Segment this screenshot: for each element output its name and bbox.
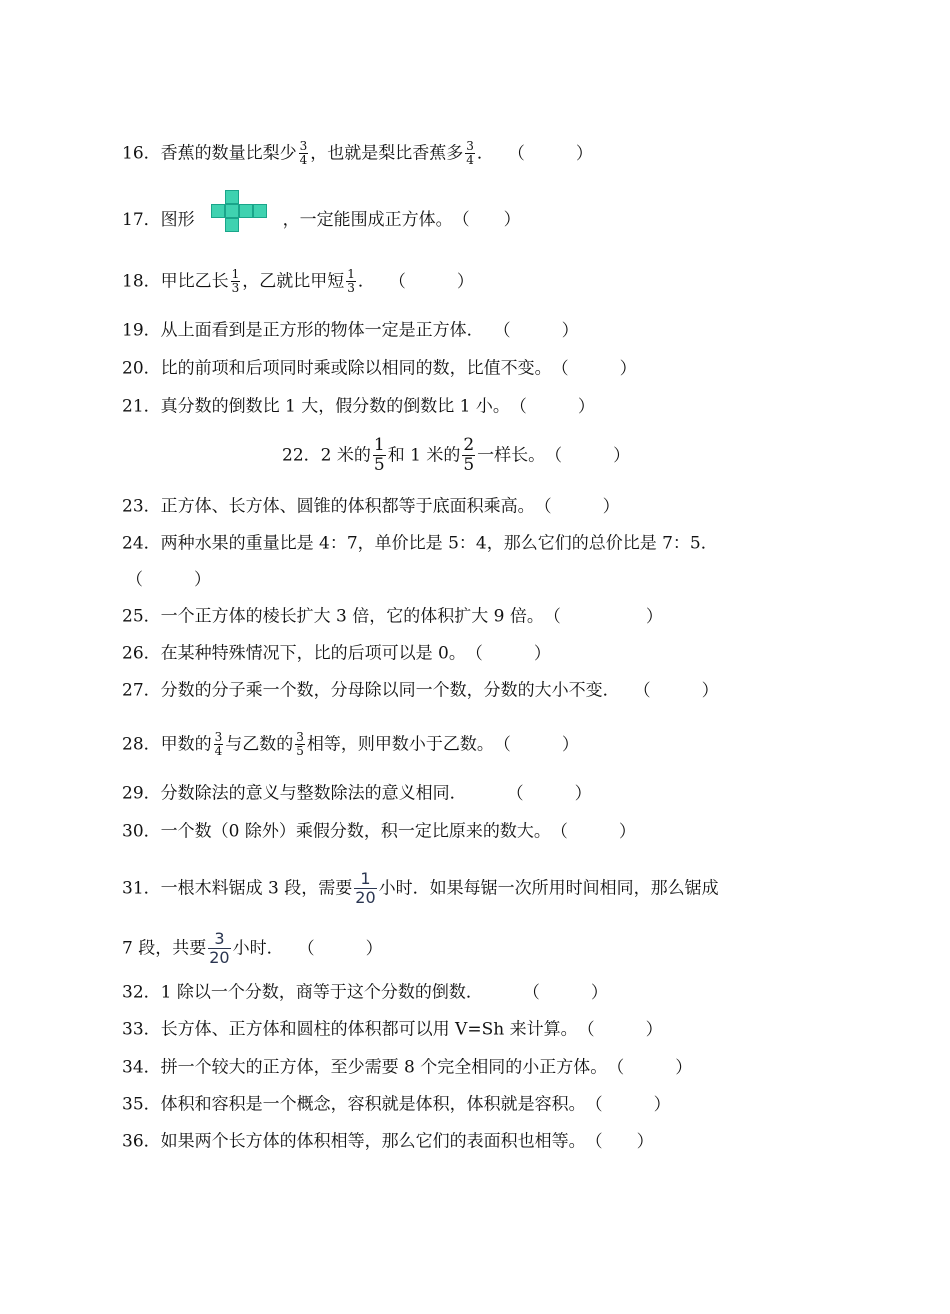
answer-parentheses[interactable]: （ ） [585, 1131, 654, 1152]
answer-parentheses[interactable]: （ ） [522, 982, 608, 1003]
answer-parentheses[interactable]: （ ） [297, 938, 383, 959]
question-22 [282, 436, 630, 475]
question-text: 如果两个长方体的体积相等，那么它们的表面积也相等。 [160, 1131, 586, 1152]
question-33 [122, 1019, 663, 1040]
question-number: 28． [122, 734, 161, 755]
question-text: 小时．如果每锯一次所用时间相同，那么锯成 [378, 878, 719, 899]
question-20 [122, 358, 637, 379]
question-text: ． [476, 143, 494, 164]
question-text: 真分数的倒数比 1 大，假分数的倒数比 1 小。 [160, 396, 510, 417]
question-18 [122, 268, 474, 295]
answer-parentheses[interactable]: （ ） [543, 606, 663, 627]
question-text: 长方体、正方体和圆柱的体积都可以用 V=Sh 来计算。 [160, 1019, 578, 1040]
answer-parentheses[interactable]: （ ） [633, 680, 719, 701]
question-text: 香蕉的数量比梨少 [160, 143, 297, 164]
question-text: 甲比乙长 [160, 271, 229, 292]
answer-parentheses[interactable]: （ ） [550, 821, 636, 842]
fraction: $\frac{1}{5}$ [373, 435, 385, 475]
answer-parentheses[interactable]: （ ） [452, 210, 521, 230]
fraction: $\frac{1}{3}$ [347, 267, 355, 295]
question-25 [122, 606, 663, 627]
question-text: 图形 [160, 210, 195, 230]
question-text: 一样长。 [477, 445, 546, 466]
question-number: 31． [122, 878, 161, 899]
answer-parentheses[interactable]: （ ） [388, 271, 474, 292]
question-text: 2 米的 [320, 445, 371, 466]
question-35 [122, 1094, 671, 1115]
question-text: 一根木料锯成 3 段，需要 [160, 878, 353, 899]
question-text: 两种水果的重量比是 4：7，单价比是 5：4，那么它们的总价比是 7：5． [160, 533, 718, 554]
question-number: 20． [122, 358, 161, 379]
answer-parentheses[interactable]: （ ） [585, 1094, 671, 1115]
question-number: 30． [122, 821, 161, 842]
question-17 [122, 198, 521, 242]
answer-parentheses[interactable]: （ ） [507, 143, 593, 164]
question-number: 33． [122, 1019, 161, 1040]
question-text: ，也就是梨比香蕉多 [310, 143, 464, 164]
question-text: 和 1 米的 [387, 445, 461, 466]
question-text: 相等，则甲数小于乙数。 [306, 734, 494, 755]
question-text: 比的前项和后项同时乘或除以相同的数，比值不变。 [160, 358, 552, 379]
answer-parentheses[interactable]: （ ） [607, 1057, 693, 1078]
question-text: ，乙就比甲短 [242, 271, 345, 292]
question-text: ． [357, 271, 375, 292]
cross-net-icon [209, 190, 269, 234]
answer-parentheses[interactable]: （ ） [493, 320, 579, 341]
question-number: 25． [122, 606, 161, 627]
question-21 [122, 396, 595, 417]
question-text: 在某种特殊情况下，比的后项可以是 0。 [160, 643, 466, 664]
question-number: 34． [122, 1057, 161, 1078]
question-number: 35． [122, 1094, 161, 1115]
question-19 [122, 320, 579, 341]
question-32 [122, 982, 608, 1003]
question-number: 27． [122, 680, 161, 701]
question-number: 22． [282, 445, 321, 466]
question-30 [122, 821, 636, 842]
question-29 [122, 783, 592, 804]
question-28 [122, 731, 579, 758]
answer-parentheses[interactable]: （ ） [577, 1019, 663, 1040]
fraction: $\frac{3}{5}$ [296, 730, 304, 758]
question-number: 24． [122, 533, 161, 554]
question-31-continued [122, 930, 383, 967]
answer-parentheses[interactable]: （ ） [126, 569, 211, 590]
question-text: 1 除以一个分数，商等于这个分数的倒数． [160, 982, 483, 1003]
question-24 [122, 533, 718, 554]
question-text: ，一定能围成正方体。 [282, 210, 453, 230]
question-23 [122, 496, 620, 517]
fraction: $\frac{3}{4}$ [466, 139, 474, 167]
question-text: 与乙数的 [225, 734, 294, 755]
question-text: 一个数（0 除外）乘假分数，积一定比原来的数大。 [160, 821, 551, 842]
question-number: 23． [122, 496, 161, 517]
question-text: 一个正方体的棱长扩大 3 倍，它的体积扩大 9 倍。 [160, 606, 544, 627]
question-text: 7 段，共要 [122, 938, 207, 959]
question-27 [122, 680, 719, 701]
question-text: 拼一个较大的正方体，至少需要 8 个完全相同的小正方体。 [160, 1057, 608, 1078]
question-text: 从上面看到是正方形的物体一定是正方体． [160, 320, 484, 341]
question-16 [122, 140, 593, 167]
question-text: 正方体、长方体、圆锥的体积都等于底面积乘高。 [160, 496, 535, 517]
question-number: 32． [122, 982, 161, 1003]
question-text: 体积和容积是一个概念，容积就是体积，体积就是容积。 [160, 1094, 586, 1115]
fraction: $\frac{1}{20}$ [355, 869, 376, 907]
answer-parentheses[interactable]: （ ） [509, 396, 595, 417]
question-number: 17． [122, 210, 161, 230]
answer-parentheses[interactable]: （ ） [506, 783, 592, 804]
fraction: $\frac{3}{4}$ [299, 139, 308, 167]
question-text: 分数除法的意义与整数除法的意义相同． [160, 783, 467, 804]
answer-parentheses[interactable]: （ ） [534, 496, 620, 517]
answer-parentheses[interactable]: （ ） [551, 358, 637, 379]
question-number: 16． [122, 143, 161, 164]
fraction: $\frac{3}{20}$ [209, 929, 230, 967]
fraction: $\frac{1}{3}$ [231, 267, 240, 295]
question-36 [122, 1131, 654, 1152]
answer-parentheses[interactable]: （ ） [493, 734, 579, 755]
question-26 [122, 643, 551, 664]
question-text: 分数的分子乘一个数，分母除以同一个数，分数的大小不变． [160, 680, 620, 701]
question-number: 26． [122, 643, 161, 664]
question-34 [122, 1057, 692, 1078]
fraction: $\frac{2}{5}$ [463, 435, 475, 475]
fraction: $\frac{3}{4}$ [214, 730, 223, 758]
question-24-parentheses-line [126, 569, 211, 590]
question-number: 19． [122, 320, 161, 341]
answer-parentheses[interactable]: （ ） [465, 643, 551, 664]
question-number: 18． [122, 271, 161, 292]
question-31 [122, 870, 719, 907]
question-number: 36． [122, 1131, 161, 1152]
question-number: 29． [122, 783, 161, 804]
question-text: 小时． [232, 938, 284, 959]
answer-parentheses[interactable]: （ ） [545, 445, 631, 466]
question-number: 21． [122, 396, 161, 417]
question-text: 甲数的 [160, 734, 212, 755]
